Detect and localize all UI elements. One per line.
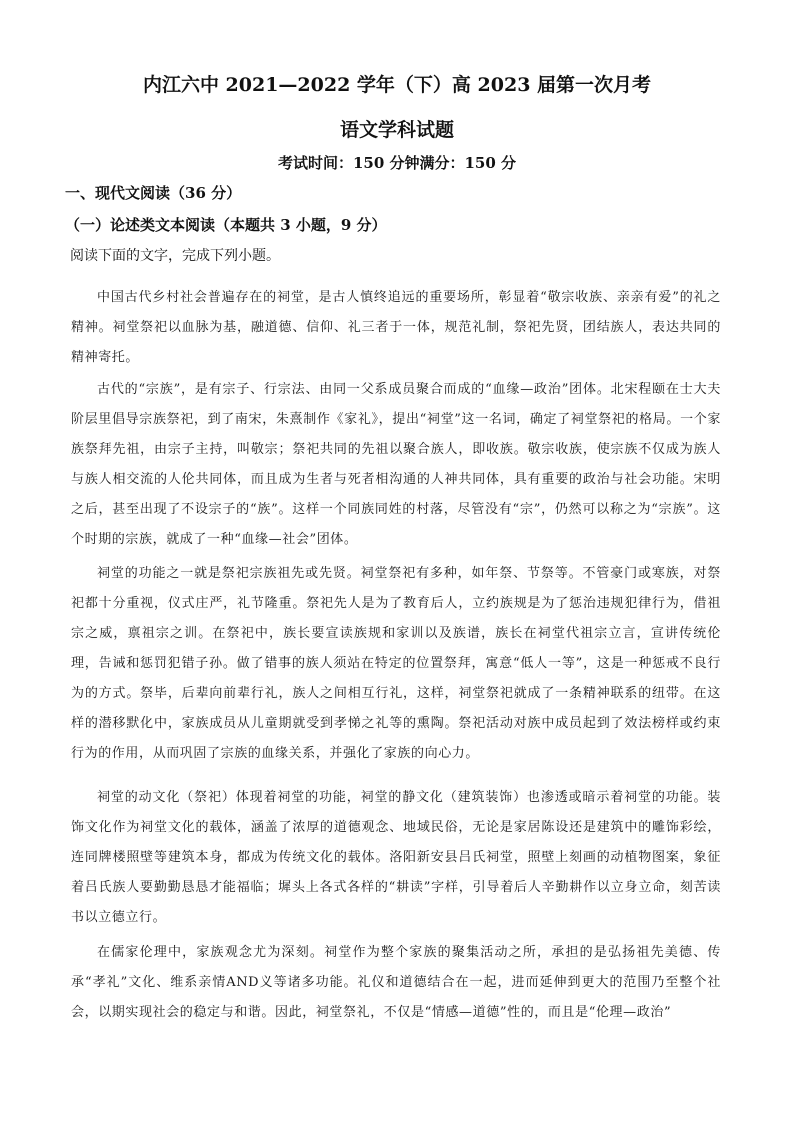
section-heading: 一、现代文阅读（36 分）: [65, 184, 242, 202]
paragraph-4: 祠堂的动文化（祭祀）体现着祠堂的功能，祠堂的静文化（建筑装饰）也渗透或暗示着祠堂的功能。装饰文化作为祠堂文化的载体，涵盖了浓厚的道德观念、地域民俗，无论是家居陈设还是建筑中的雕饰彩绘，连同牌楼照壁等建筑本身，都成为传统文化的载体。洛阳新安县吕氏祠堂，照壁上刻画的动植物图案，象征着吕氏族人要勤勤恳恳才能福临；墀头上各式各样的“耕读”字样，引导着后人辛勤耕作以立身立命，刻苦读书以立德立行。: [71, 790, 721, 925]
exam-subtitle: 语文学科试题: [339, 119, 454, 141]
exam-info: 考试时间：150 分钟满分：150 分: [277, 154, 517, 172]
paragraph-5: 在儒家伦理中，家族观念尤为深刻。祠堂作为整个家族的聚集活动之所，承担的是弘扬祖先美德、传承“孝礼”文化、维系亲情AND义等诸多功能。礼仪和道德结合在一起，进而延伸到更大的范围乃至整个社会，以期实现社会的稳定与和谐。因此，祠堂祭礼，不仅是“情感—道德”性的，而且是“伦理—政治”: [71, 945, 721, 1020]
exam-title: 内江六中 2021—2022 学年（下）高 2023 届第一次月考: [142, 74, 652, 96]
reading-instruction: 阅读下面的文字，完成下列小题。: [70, 248, 280, 264]
paragraph-2: 古代的“宗族”，是有宗子、行宗法、由同一父系成员聚合而成的“血缘—政治”团体。北宋程颐在士大夫阶层里倡导宗族祭祀，到了南宋，朱熹制作《家礼》，提出“祠堂”这一名词，确定了祠堂祭祀的格局。一个家族祭拜先祖，由宗子主持，叫敬宗；祭祀共同的先祖以聚合族人，即收族。敬宗收族，使宗族不仅成为族人与族人相交流的人伦共同体，而且成为生者与死者相沟通的人神共同体，具有重要的政治与社会功能。宋明之后，甚至出现了不设宗子的“族”。这样一个同族同姓的村落，尽管没有“宗”，仍然可以称之为“宗族”。这个时期的宗族，就成了一种“血缘—社会”团体。: [71, 382, 721, 547]
paragraph-1: 中国古代乡村社会普遍存在的祠堂，是古人慎终追远的重要场所，彰显着“敬宗收族、亲亲有爱”的礼之精神。祠堂祭祀以血脉为基，融道德、信仰、礼三者于一体，规范礼制，祭祀先贤，团结族人，表达共同的精神寄托。: [71, 290, 721, 365]
paragraph-3: 祠堂的功能之一就是祭祀宗族祖先或先贤。祠堂祭祀有多种，如年祭、节祭等。不管豪门或寒族，对祭祀都十分重视，仪式庄严，礼节隆重。祭祀先人是为了教育后人，立约族规是为了惩治违规犯律行为，借祖宗之威，禀祖宗之训。在祭祀中，族长要宣读族规和家训以及族谱，族长在祠堂代祖宗立言，宣讲传统伦理，告诫和惩罚犯错子孙。做了错事的族人须站在特定的位置祭拜，寓意“低人一等”，这是一种惩戒不良行为的方式。祭毕，后辈向前辈行礼，族人之间相互行礼，这样，祠堂祭祀就成了一条精神联系的纽带。在这样的潜移默化中，家族成员从儿童期就受到孝悌之礼等的熏陶。祭祀活动对族中成员起到了效法榜样或约束行为的作用，从而巩固了宗族的血缘关系，并强化了家族的向心力。: [71, 566, 721, 761]
subsection-heading: （一）论述类文本阅读（本题共 3 小题，9 分）: [65, 216, 387, 234]
